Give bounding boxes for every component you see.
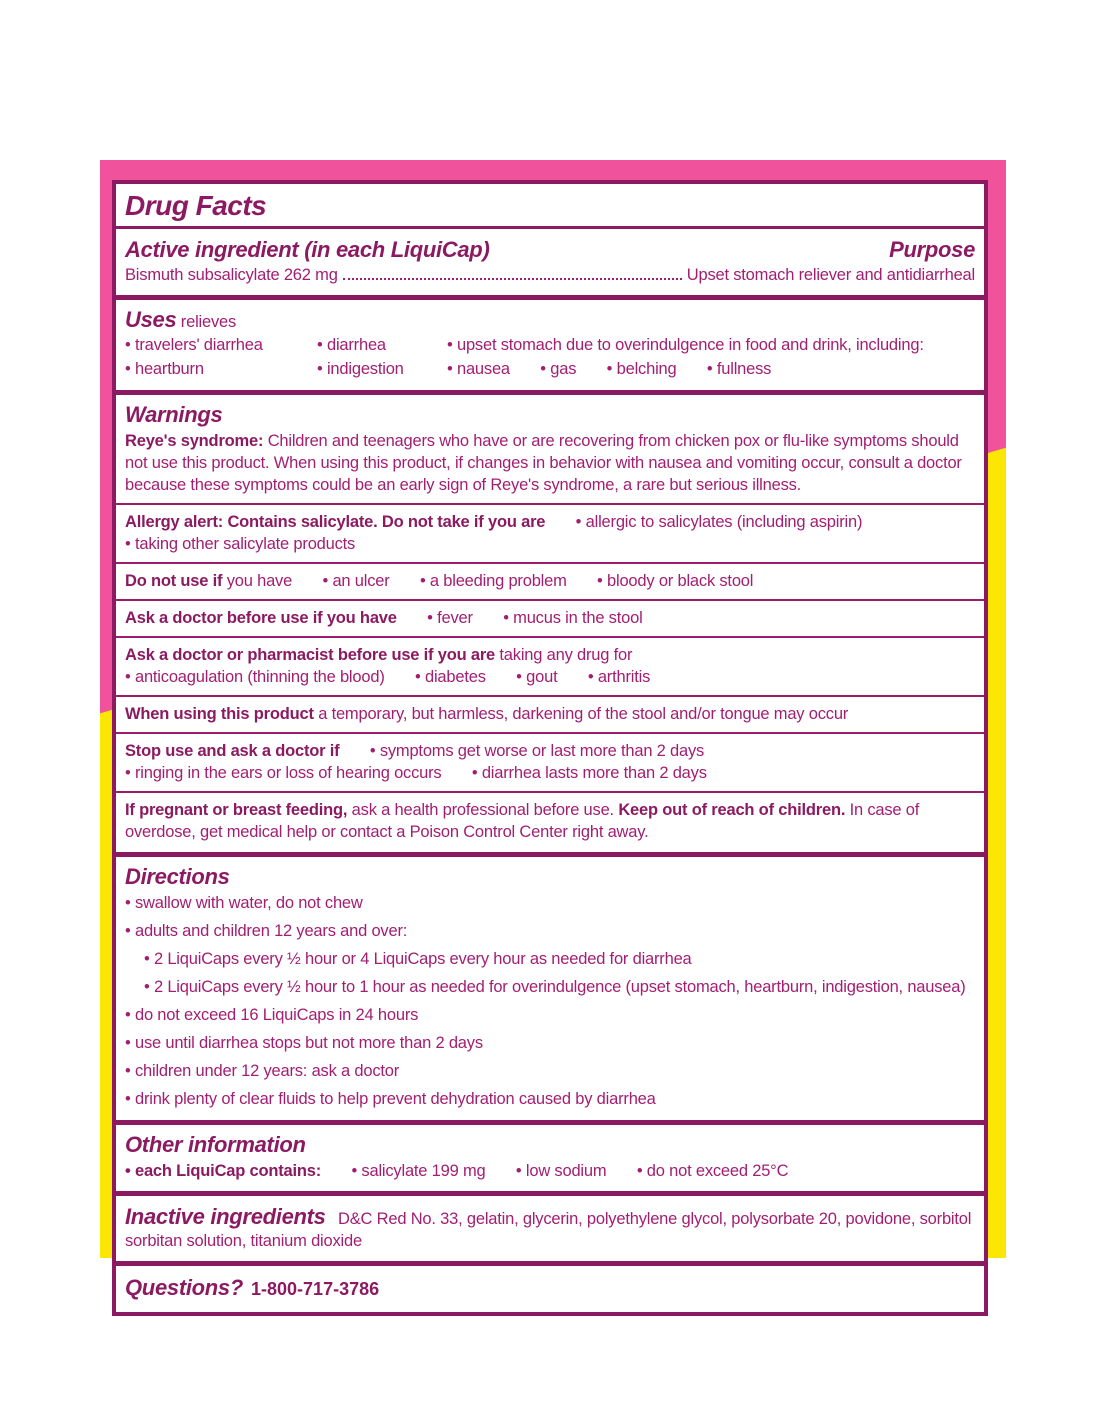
subsection-divider bbox=[116, 695, 984, 697]
directions-item: • do not exceed 16 LiquiCaps in 24 hours bbox=[125, 1002, 975, 1029]
pregnant-lead: If pregnant or breast feeding, bbox=[125, 801, 348, 819]
allergy-bullet: • taking other salicylate products bbox=[125, 535, 355, 553]
other-info-bullet: • do not exceed 25°C bbox=[637, 1162, 789, 1180]
ask-doctor-bullet: • fever bbox=[427, 609, 473, 627]
uses-section bbox=[125, 305, 975, 385]
do-not-use-paragraph bbox=[125, 568, 975, 595]
directions-subitem: • 2 LiquiCaps every ½ hour or 4 LiquiCaps every hour as needed for diarrhea bbox=[144, 946, 975, 973]
questions-row bbox=[125, 1272, 975, 1303]
other-info-lead: • each LiquiCap contains: bbox=[125, 1162, 321, 1180]
inactive-ingredients-section bbox=[125, 1201, 975, 1256]
questions-phone-number: 1-800-717-3786 bbox=[251, 1279, 380, 1299]
ask-pharmacist-lead: Ask a doctor or pharmacist before use if you are bbox=[125, 646, 496, 664]
uses-item: • travelers' diarrhea bbox=[125, 334, 317, 356]
inactive-ingredients-paragraph bbox=[125, 1202, 975, 1255]
ask-pharmacist-bullet: • diabetes bbox=[415, 668, 486, 686]
warnings-heading: Warnings bbox=[125, 402, 223, 427]
when-using-text: a temporary, but harmless, darkening of the stool and/or tongue may occur bbox=[318, 705, 849, 723]
stop-use-lead: Stop use and ask a doctor if bbox=[125, 742, 340, 760]
section-divider bbox=[116, 390, 984, 395]
ask-pharmacist-text: taking any drug for bbox=[499, 646, 633, 664]
drug-facts-title: Drug Facts bbox=[125, 190, 267, 221]
active-ingredient-row bbox=[125, 263, 975, 289]
when-using-lead: When using this product bbox=[125, 705, 314, 723]
pregnant-text: ask a health professional before use. bbox=[351, 801, 614, 819]
active-ingredient-name: Bismuth subsalicylate 262 mg bbox=[125, 266, 338, 284]
directions-subitem: • 2 LiquiCaps every ½ hour to 1 hour as needed for overindulgence (upset stomach, heartburn, indigestion, nausea) bbox=[144, 974, 975, 1001]
do-not-use-bullet: • an ulcer bbox=[322, 572, 389, 590]
directions-section bbox=[125, 862, 975, 1115]
directions-heading: Directions bbox=[125, 864, 230, 889]
do-not-use-text: you have bbox=[226, 572, 293, 590]
do-not-use-lead: Do not use if bbox=[125, 572, 223, 590]
reyes-lead: Reye's syndrome: bbox=[125, 432, 264, 450]
ask-doctor-lead: Ask a doctor before use if you have bbox=[125, 609, 397, 627]
section-divider bbox=[116, 226, 984, 229]
uses-item: • indigestion bbox=[317, 358, 447, 380]
allergy-lead: Allergy alert: Contains salicylate. Do not take if you are bbox=[125, 513, 546, 531]
ask-pharmacist-paragraph bbox=[125, 642, 975, 691]
section-divider bbox=[116, 1120, 984, 1125]
do-not-use-bullet: • a bleeding problem bbox=[420, 572, 567, 590]
subsection-divider bbox=[116, 562, 984, 564]
ask-pharmacist-bullet: • arthritis bbox=[588, 668, 650, 686]
other-info-bullet: • low sodium bbox=[516, 1162, 607, 1180]
questions-section bbox=[125, 1271, 975, 1304]
when-using-paragraph bbox=[125, 701, 975, 728]
directions-item: • swallow with water, do not chew bbox=[125, 890, 975, 917]
overdose-text: In case of overdose, get medical help or contact a Poison Control Center right away. bbox=[125, 801, 920, 841]
allergy-bullet: • allergic to salicylates (including aspirin) bbox=[576, 513, 863, 531]
subsection-divider bbox=[116, 791, 984, 793]
other-info-bullet: • salicylate 199 mg bbox=[351, 1162, 485, 1180]
section-divider bbox=[116, 1191, 984, 1196]
reyes-text: Children and teenagers who have or are recovering from chicken pox or flu-like symptoms should not use this product. When using this product, if changes in behavior with nausea and vomiting occur, consult a doctor because these symptoms could be an early sign of Reye's syndrome, a rare but serious illness. bbox=[125, 432, 962, 494]
section-divider bbox=[116, 1261, 984, 1266]
active-ingredient-header-row bbox=[125, 234, 975, 263]
subsection-divider bbox=[116, 599, 984, 601]
uses-heading: Uses bbox=[125, 307, 177, 332]
purpose-heading: Purpose bbox=[889, 237, 975, 262]
ask-doctor-bullet: • mucus in the stool bbox=[503, 609, 642, 627]
stop-use-paragraph bbox=[125, 738, 975, 787]
inactive-ingredients-text: D&C Red No. 33, gelatin, glycerin, polyethylene glycol, polysorbate 20, povidone, sorbitol sorbitan solution, titanium dioxide bbox=[125, 1210, 972, 1250]
directions-item: • drink plenty of clear fluids to help prevent dehydration caused by diarrhea bbox=[125, 1086, 975, 1113]
warnings-section bbox=[125, 400, 975, 847]
ask-doctor-paragraph bbox=[125, 605, 975, 632]
active-ingredient-heading: Active ingredient (in each LiquiCap) bbox=[125, 237, 490, 262]
allergy-alert-paragraph bbox=[125, 509, 975, 558]
inactive-ingredients-heading: Inactive ingredients bbox=[125, 1204, 326, 1229]
other-information-section bbox=[125, 1130, 975, 1186]
directions-item: • use until diarrhea stops but not more than 2 days bbox=[125, 1030, 975, 1057]
section-divider bbox=[116, 295, 984, 300]
ask-pharmacist-bullet: • gout bbox=[516, 668, 557, 686]
uses-item: • upset stomach due to overindulgence in food and drink, including: bbox=[447, 334, 975, 356]
uses-item: • nausea bbox=[447, 360, 510, 378]
questions-heading: Questions? bbox=[125, 1275, 244, 1300]
uses-item-group bbox=[447, 358, 975, 380]
stop-use-bullet: • ringing in the ears or loss of hearing occurs bbox=[125, 764, 441, 782]
stop-use-bullet: • diarrhea lasts more than 2 days bbox=[472, 764, 707, 782]
do-not-use-bullet: • bloody or black stool bbox=[597, 572, 753, 590]
directions-item: • children under 12 years: ask a doctor bbox=[125, 1058, 975, 1085]
uses-item: • belching bbox=[607, 360, 677, 378]
uses-item: • diarrhea bbox=[317, 334, 447, 356]
other-information-row bbox=[125, 1158, 975, 1185]
uses-list bbox=[125, 333, 975, 384]
reyes-syndrome-paragraph bbox=[125, 428, 975, 499]
subsection-divider bbox=[116, 503, 984, 505]
ask-pharmacist-bullet: • anticoagulation (thinning the blood) bbox=[125, 668, 385, 686]
dotted-leader bbox=[343, 278, 682, 280]
section-divider bbox=[116, 852, 984, 857]
subsection-divider bbox=[116, 732, 984, 734]
purpose-value: Upset stomach reliever and antidiarrheal bbox=[686, 266, 975, 284]
active-ingredient-section bbox=[125, 233, 975, 290]
pregnant-paragraph bbox=[125, 797, 975, 846]
drug-facts-label bbox=[112, 180, 988, 1316]
uses-item: • heartburn bbox=[125, 358, 317, 380]
uses-item: • gas bbox=[540, 360, 576, 378]
uses-item: • fullness bbox=[707, 360, 771, 378]
subsection-divider bbox=[116, 636, 984, 638]
directions-item: • adults and children 12 years and over: bbox=[125, 918, 975, 945]
keep-out-lead: Keep out of reach of children. bbox=[618, 801, 846, 819]
uses-intro: relieves bbox=[180, 313, 237, 331]
other-information-heading: Other information bbox=[125, 1132, 306, 1157]
stop-use-bullet: • symptoms get worse or last more than 2 days bbox=[370, 742, 704, 760]
